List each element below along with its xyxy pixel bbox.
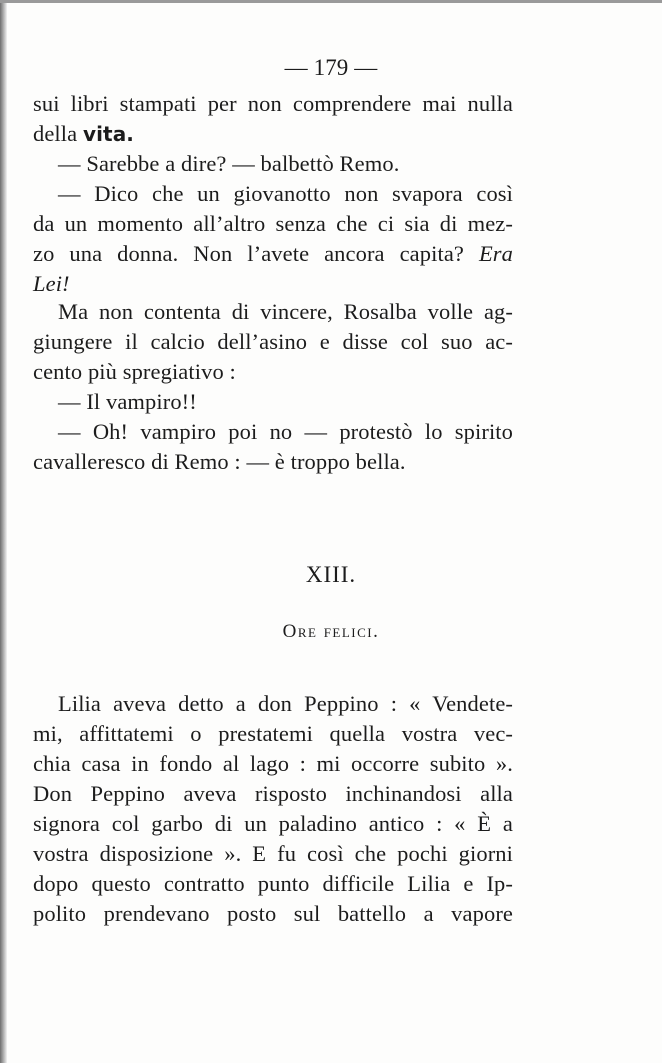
text-line: dopo questo contratto punto difficile Lilia e Ip- <box>33 871 513 896</box>
chapter-number: XIII. <box>305 562 357 587</box>
text-line <box>33 239 513 269</box>
chapter-title: Ore felici. <box>282 621 380 642</box>
text-line: vostra disposizione ». E fu così che pochi giorni <box>33 841 513 866</box>
text-line: Don Peppino aveva risposto inchinandosi alla <box>33 781 513 806</box>
page-number: — 179 — <box>284 55 378 80</box>
text-run: — Sarebbe a dire? — balbettò Remo. <box>58 151 400 176</box>
text-run: giungere il calcio dell’asino e disse col suo ac- <box>33 329 513 354</box>
text-line <box>33 327 513 357</box>
text-run: zo una donna. Non l’avete ancora capita? <box>33 241 479 266</box>
text-line <box>58 149 513 179</box>
text-line <box>58 297 513 327</box>
text-line: chia casa in fondo al lago : mi occorre subito ». <box>33 751 513 776</box>
text-line: polito prendevano posto sul battello a vapore <box>33 901 513 926</box>
text-line: signora col garbo di un paladino antico : « È a <box>33 811 513 836</box>
text-line <box>33 357 513 387</box>
text-line: Lilia aveva detto a don Peppino : « Vendete- <box>58 691 513 716</box>
text-run: da un momento all’altro senza che ci sia di mez- <box>33 211 513 236</box>
text-run: della <box>33 121 83 146</box>
text-run: Ma non contenta di vincere, Rosalba volle ag- <box>58 299 513 324</box>
text-line <box>33 209 513 239</box>
text-run: cavalleresco di Remo : — è troppo bella. <box>33 449 406 474</box>
text-run: — Dico che un giovanotto non svapora così <box>58 181 513 206</box>
text-line <box>58 179 513 209</box>
text-line <box>33 447 513 477</box>
page-binding-edge <box>0 0 7 1063</box>
text-line <box>58 387 513 417</box>
text-line <box>58 417 513 447</box>
italic-word: Lei! <box>33 271 70 296</box>
bold-word: vita. <box>82 122 134 146</box>
text-line <box>33 89 513 119</box>
page-top-edge <box>0 0 662 3</box>
text-run: sui libri stampati per non comprendere mai nulla <box>33 91 513 116</box>
text-run: — Oh! vampiro poi no — protestò lo spirito <box>58 419 513 444</box>
text-run: cento più spregiativo : <box>33 359 236 384</box>
italic-word: Era <box>478 241 513 266</box>
text-line <box>33 269 513 299</box>
text-line: mi, affittatemi o prestatemi quella vostra vec- <box>33 721 513 746</box>
text-line <box>33 119 513 149</box>
text-run: — Il vampiro!! <box>58 389 197 414</box>
